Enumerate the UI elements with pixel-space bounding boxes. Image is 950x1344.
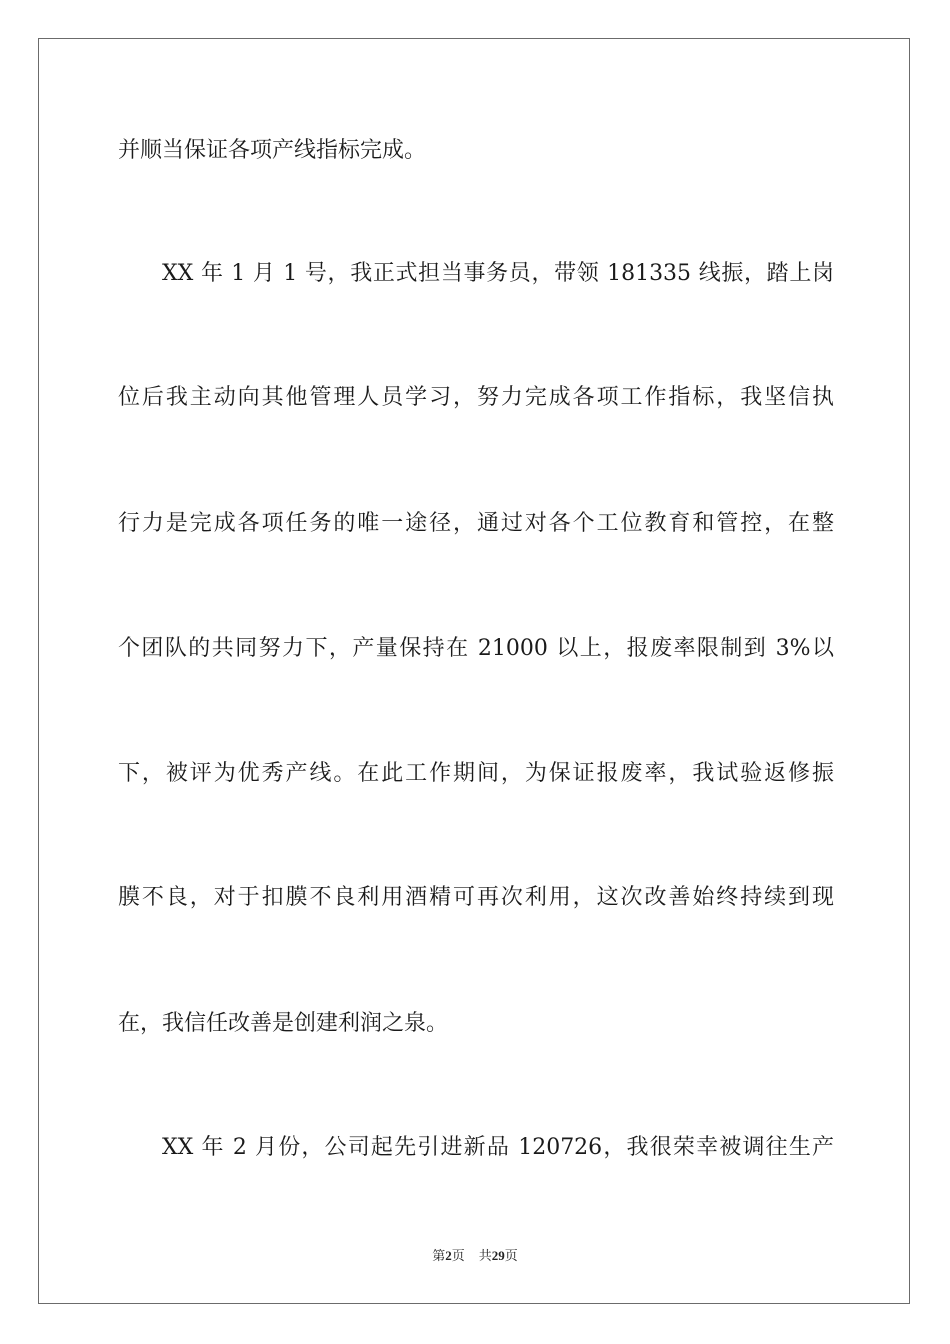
text-line-7: 膜不良，对于扣膜不良利用酒精可再次利用，这次改善始终持续到现 bbox=[118, 885, 834, 910]
text-line-5: 个团队的共同努力下，产量保持在 21000 以上，报废率限制到 3%以 bbox=[118, 636, 834, 661]
total-pages: 29 bbox=[491, 1248, 505, 1263]
page-suffix: 页 bbox=[451, 1248, 465, 1263]
page-number: 2 bbox=[445, 1248, 452, 1263]
page-footer bbox=[0, 1247, 950, 1265]
page-border bbox=[38, 38, 910, 1304]
text-line-4: 行力是完成各项任务的唯一途径，通过对各个工位教育和管控，在整 bbox=[118, 511, 834, 536]
text-line-1: 并顺当保证各项产线指标完成。 bbox=[118, 138, 427, 163]
text-line-9: XX 年 2 月份，公司起先引进新品 120726，我很荣幸被调往生产 bbox=[162, 1135, 834, 1160]
total-prefix: 共 bbox=[478, 1248, 492, 1263]
text-line-2: XX 年 1 月 1 号，我正式担当事务员，带领 181335 线振，踏上岗 bbox=[162, 261, 834, 286]
total-suffix: 页 bbox=[504, 1248, 518, 1263]
text-line-8: 在，我信任改善是创建利润之泉。 bbox=[118, 1011, 449, 1036]
page-prefix: 第 bbox=[432, 1248, 446, 1263]
text-line-6: 下，被评为优秀产线。在此工作期间，为保证报废率，我试验返修振 bbox=[118, 761, 834, 786]
text-line-3: 位后我主动向其他管理人员学习，努力完成各项工作指标，我坚信执 bbox=[118, 385, 834, 410]
